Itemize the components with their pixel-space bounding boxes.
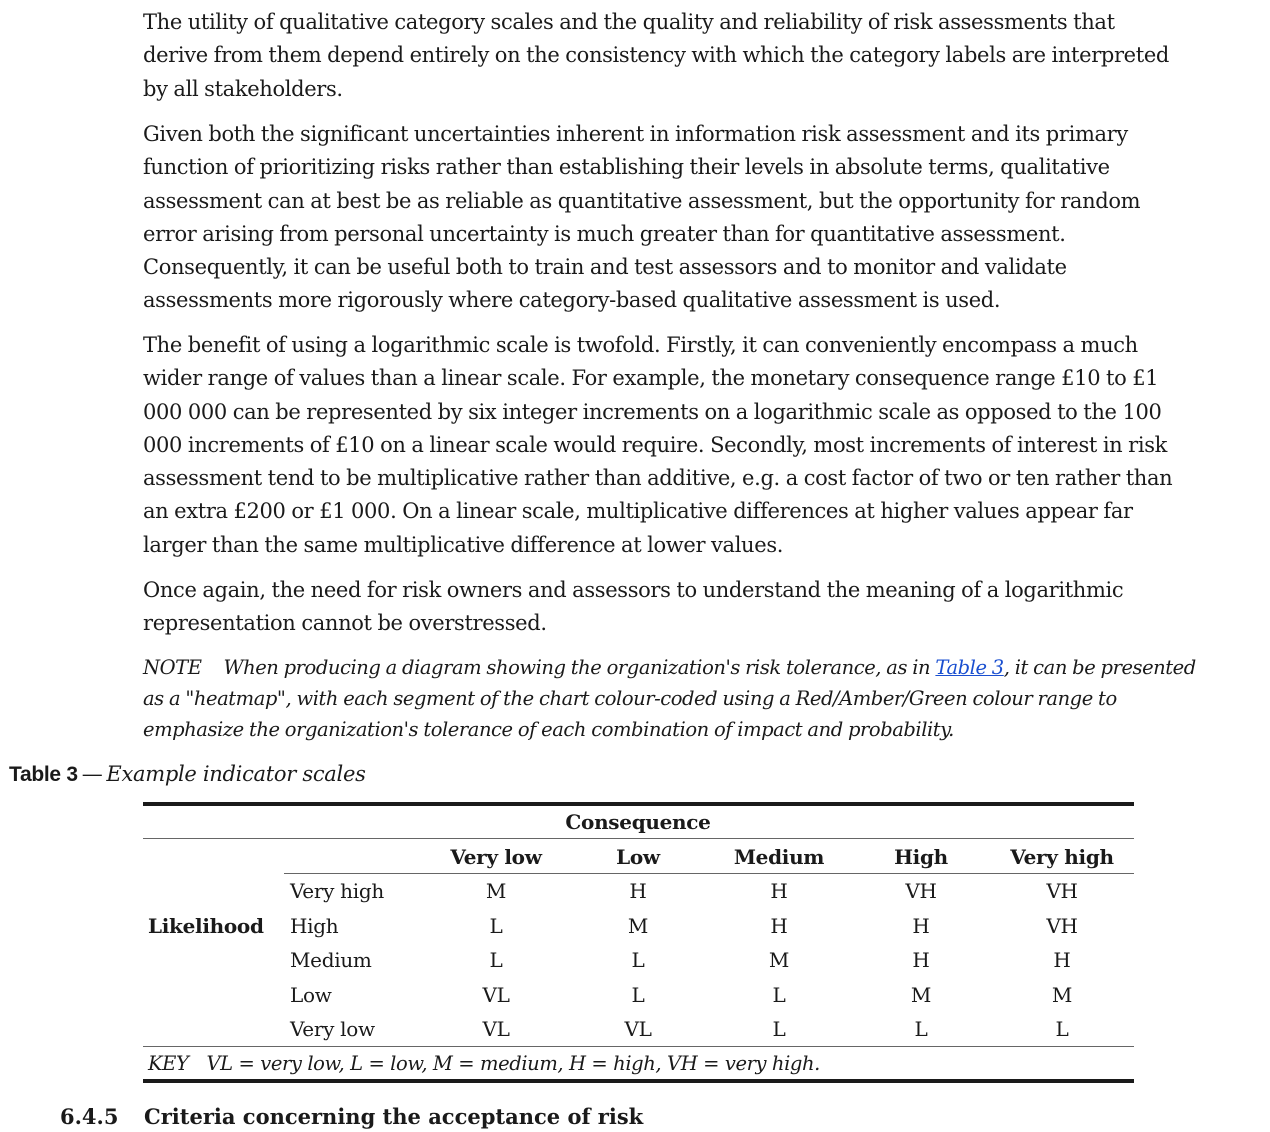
table-cell: VL: [624, 1017, 652, 1041]
table-cell: H: [912, 914, 930, 938]
table-cell: L: [772, 1017, 786, 1041]
row-label: High: [290, 914, 339, 938]
table-cell: H: [1053, 948, 1071, 972]
table-cell: VH: [1046, 914, 1078, 938]
row-label: Very high: [290, 879, 384, 903]
paragraph-4: Once again, the need for risk owners and assessors to understand the meaning of a logarithmic representation cannot be overstressed.: [143, 578, 1124, 636]
table-cell: M: [1051, 983, 1073, 1007]
table-3-link[interactable]: Table 3: [935, 656, 1004, 679]
table-title-dash: —: [81, 762, 103, 786]
likelihood-header: Likelihood: [148, 914, 264, 938]
table-cell: H: [770, 879, 788, 903]
next-section-heading: [60, 1102, 643, 1132]
table-cell: VH: [1046, 879, 1078, 903]
key-label: KEY: [148, 1052, 189, 1075]
table-cell: VL: [482, 1017, 510, 1041]
table-cell: H: [770, 914, 788, 938]
table-title: [9, 758, 366, 791]
paragraph-3: The benefit of using a logarithmic scale is twofold. Firstly, it can conveniently encompass a much wider range of values than a linear scale. For example, the monetary consequence range £10 to £1 000 000 can be represented by six integer increments on a logarithmic scale as opposed to the 100 000 increments of £10 on a linear scale would require. Secondly, most increments of interest in risk assessment tend to be multiplicative rather than additive, e.g. a cost factor of two or ten rather than an extra £200 or £1 000. On a linear scale, multiplicative differences at higher values appear far larger than the same multiplicative difference at lower values.: [143, 333, 1173, 557]
table-cell: L: [631, 983, 645, 1007]
table-cell: L: [489, 914, 503, 938]
note: [143, 652, 1203, 745]
table-bottom-rule: [143, 1079, 1134, 1083]
paragraph-2: Given both the significant uncertainties inherent in information risk assessment and its primary function of prioritizing risks rather than establishing their levels in absolute terms, qualitative assessment can at best be as reliable as quantitative assessment, but the opportunity for random error arising from personal uncertainty is much greater than for quantitative assessment. Consequently, it can be useful both to train and test assessors and to monitor and validate assessments more rigorously where category-based qualitative assessment is used.: [143, 122, 1141, 313]
table-cell: M: [485, 879, 507, 903]
consequence-rule: [143, 838, 1134, 839]
row-label: Medium: [290, 948, 372, 972]
table-cell: L: [631, 948, 645, 972]
table-cell: M: [910, 983, 932, 1007]
section-title: Criteria concerning the acceptance of risk: [144, 1104, 644, 1129]
note-text-before: When producing a diagram showing the organization's risk tolerance, as in: [223, 656, 936, 679]
table-cell: H: [912, 948, 930, 972]
table-cell: M: [627, 914, 649, 938]
table-cell: VH: [905, 879, 937, 903]
table-cell: M: [768, 948, 790, 972]
table-cell: VL: [482, 983, 510, 1007]
column-header: High: [894, 845, 948, 869]
column-header: Medium: [733, 845, 825, 869]
consequence-header: Consequence: [565, 810, 711, 834]
column-header: Low: [616, 845, 660, 869]
table-cell: L: [489, 948, 503, 972]
note-label: NOTE: [143, 656, 202, 679]
column-header: Very high: [1010, 845, 1114, 869]
table-number: Table 3: [9, 763, 78, 786]
table-cell: L: [772, 983, 786, 1007]
table-caption: Example indicator scales: [106, 762, 366, 786]
column-header: Very low: [450, 845, 542, 869]
key-rule: [143, 1046, 1134, 1047]
key-text: VL = very low, L = low, M = medium, H = high, VH = very high.: [206, 1052, 820, 1075]
table-cell: H: [629, 879, 647, 903]
header-rule: [284, 873, 1134, 874]
note-text-after: , it can be presented as a "heatmap", with each segment of the chart colour-coded using a Red/Amber/Green colour range to emphasize the organization's tolerance of each combination of impact and probability.: [143, 656, 1196, 741]
row-label: Low: [290, 983, 332, 1007]
table-key: [148, 1052, 820, 1076]
row-label: Very low: [290, 1017, 375, 1041]
section-number: 6.4.5: [60, 1104, 119, 1129]
table-cell: L: [1055, 1017, 1069, 1041]
table-top-rule: [143, 802, 1134, 806]
paragraph-1: The utility of qualitative category scales and the quality and reliability of risk assessments that derive from them depend entirely on the consistency with which the category labels are interpreted by all stakeholders.: [143, 10, 1170, 101]
table-cell: L: [914, 1017, 928, 1041]
